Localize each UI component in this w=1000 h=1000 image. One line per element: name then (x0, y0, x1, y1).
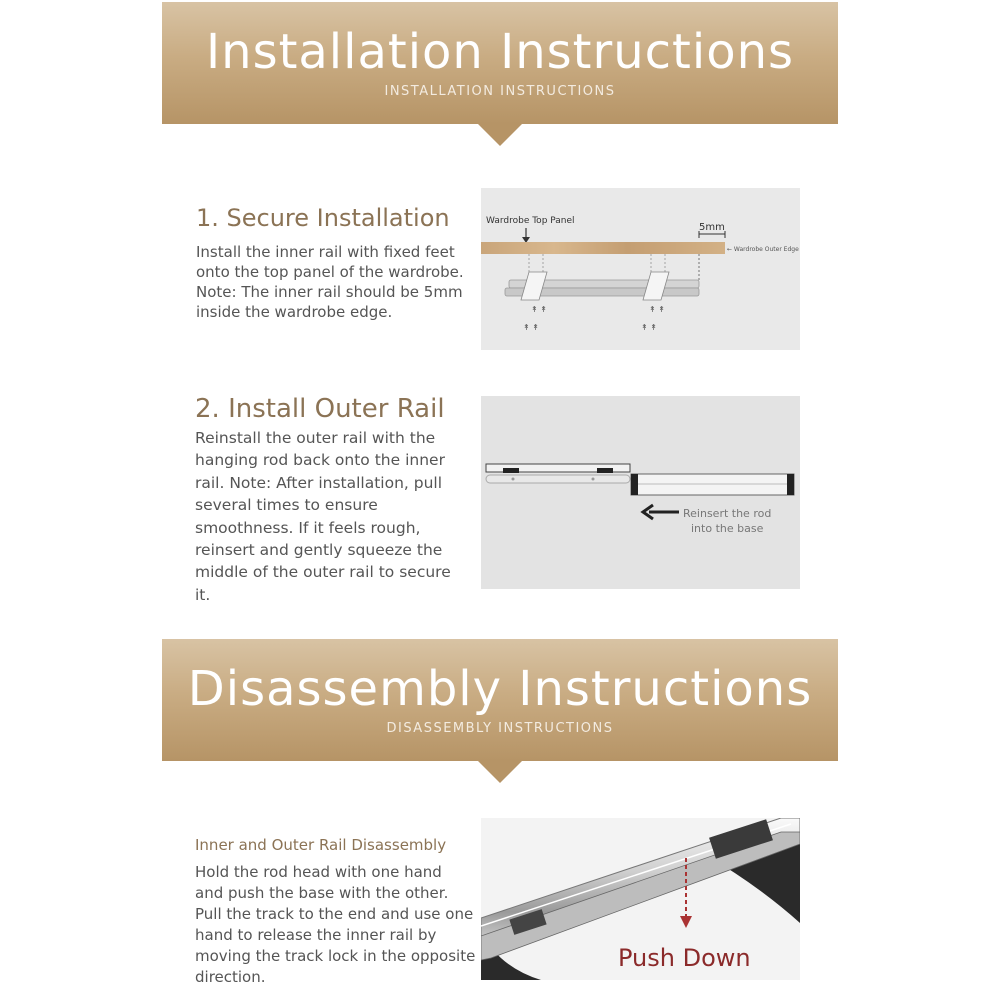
step2-title: 2. Install Outer Rail (195, 394, 445, 424)
step2-line: Reinstall the outer rail with the (195, 429, 436, 447)
rod-end-cap-right (787, 474, 794, 495)
step3-line: Pull the track to the end and use one (195, 905, 474, 923)
rail-bracket (503, 468, 519, 473)
step2-diagram-svg (481, 396, 800, 589)
screw-icon: ↟ ↟ (649, 305, 665, 314)
step2-line: middle of the outer rail to secure (195, 563, 451, 582)
reinsert-label-line1: Reinsert the rod (683, 507, 772, 520)
inner-rail-bar (486, 475, 630, 483)
step3-line: hand to release the inner rail by (195, 926, 437, 944)
screw-icon: ↟ ↟ (531, 305, 547, 314)
step2-line: rail. Note: After installation, pull (195, 473, 443, 492)
top-panel-label: Wardrobe Top Panel (486, 216, 575, 226)
step3-title: Inner and Outer Rail Disassembly (195, 836, 447, 854)
step3-line: moving the track lock in the opposite (195, 947, 476, 965)
step1-body (196, 242, 466, 322)
step3-photo (481, 818, 800, 980)
step2-line: smoothness. If it feels rough, (195, 518, 421, 537)
step2-line: several times to ensure (195, 496, 378, 515)
installation-banner-subtitle: INSTALLATION INSTRUCTIONS (384, 84, 616, 99)
step2-line: it. (195, 585, 211, 604)
outer-edge-label: ← Wardrobe Outer Edge (727, 246, 799, 253)
rail-rivet (512, 478, 515, 481)
step1-diagram-svg (481, 188, 800, 350)
step2-body (195, 427, 470, 606)
step1-title: 1. Secure Installation (196, 204, 450, 232)
step1-line: inside the wardrobe edge. (196, 303, 393, 321)
step1-line: onto the top panel of the wardrobe. (196, 263, 464, 281)
installation-banner-title: Installation Instructions (205, 24, 794, 80)
rail-bracket (597, 468, 613, 473)
step3-body (195, 862, 480, 988)
screw-icon: ↟ ↟ (641, 323, 657, 332)
step2-diagram (481, 396, 800, 589)
step3-line: direction. (195, 968, 266, 986)
step1-diagram (481, 188, 800, 350)
step3-line: and push the base with the other. (195, 884, 449, 902)
reinsert-label-line2: into the base (691, 522, 764, 535)
push-down-label: Push Down (618, 944, 751, 972)
step2-line: reinsert and gently squeeze the (195, 541, 443, 560)
disassembly-banner-title: Disassembly Instructions (187, 661, 813, 717)
step2-line: hanging rod back onto the inner (195, 451, 445, 470)
rod-end-cap-left (631, 474, 638, 495)
gap-label: 5mm (699, 222, 725, 233)
step3-photo-svg (481, 818, 800, 980)
step1-line: Note: The inner rail should be 5mm (196, 283, 463, 301)
disassembly-banner (162, 639, 838, 761)
wardrobe-top-panel (481, 242, 725, 254)
disassembly-banner-subtitle: DISASSEMBLY INSTRUCTIONS (386, 721, 614, 736)
step3-line: Hold the rod head with one hand (195, 863, 442, 881)
installation-banner (162, 2, 838, 124)
rail-rivet (592, 478, 595, 481)
outer-rail-with-rod (631, 474, 794, 495)
screw-icon: ↟ ↟ (523, 323, 539, 332)
step1-line: Install the inner rail with fixed feet (196, 243, 455, 261)
